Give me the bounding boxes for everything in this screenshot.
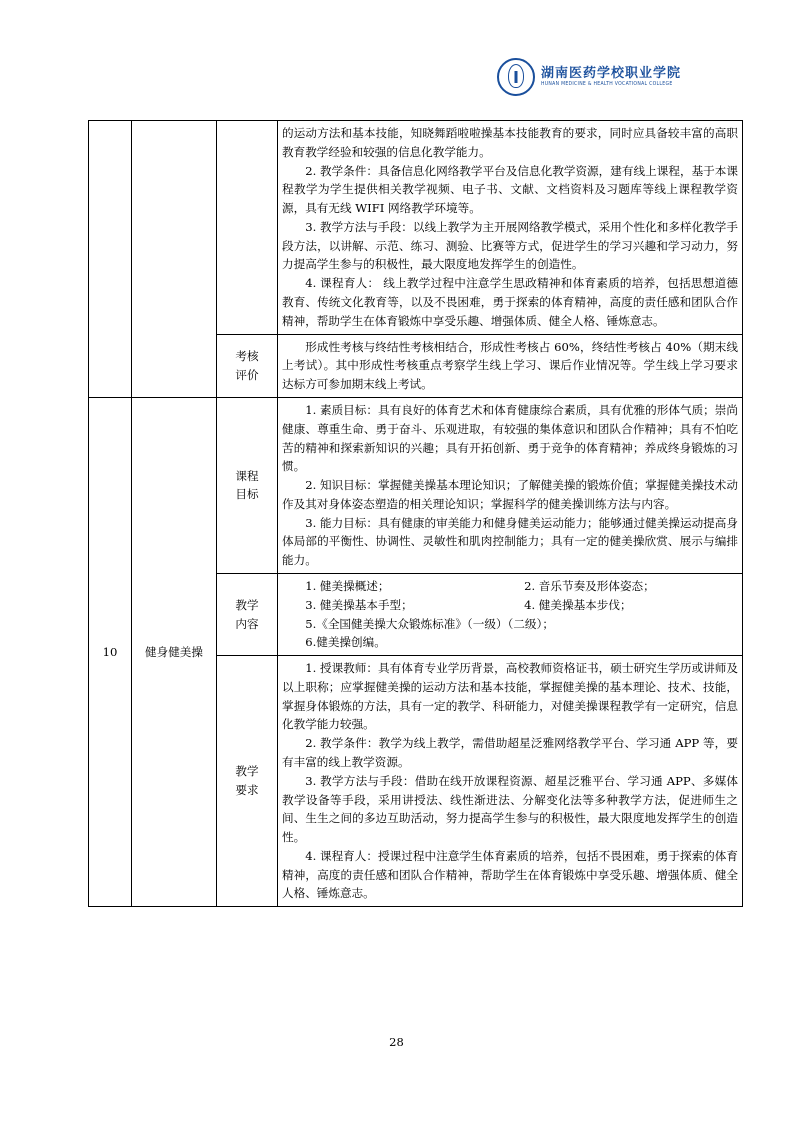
table-row — [89, 121, 743, 335]
paragraph: 2. 知识目标：掌握健美操基本理论知识；了解健美操的锻炼价值；掌握健美操技术动作及其对身体姿态塑造的相关理论知识；掌握科学的健美操训练方法与内容。 — [282, 478, 738, 511]
content-cell — [278, 573, 743, 655]
content-cell — [278, 334, 743, 397]
category-line: 内容 — [235, 616, 259, 631]
college-emblem-icon — [497, 58, 535, 96]
category-line: 评价 — [235, 367, 259, 382]
content-item: 3. 健美操基本手型； — [305, 597, 413, 612]
content-cell — [278, 656, 743, 907]
paragraph: 6.健美操创编。 — [305, 635, 386, 650]
category-line: 教学 — [235, 597, 259, 612]
table-row — [89, 397, 743, 573]
paragraph: 3. 能力目标：具有健康的审美能力和健身健美运动能力；能够通过健美操运动提高身体局部的平衡性、协调性、灵敏性和肌肉控制能力；具有一定的健美操欣赏、展示与编排能力。 — [282, 515, 738, 568]
college-name-en: HUNAN MEDICINE & HEALTH VOCATIONAL COLLEGE — [540, 81, 673, 88]
content-cell — [278, 121, 743, 335]
paragraph: 3. 教学方法与手段：借助在线开放课程资源、超星泛雅平台、学习通 APP、多媒体教学设备等手段，采用讲授法、线性渐进法、分解变化法等多种教学方法，促进师生之间、生生之间的多边互助活动，努力提高学生参与的积极性，最大限度地发挥学生的创造性。 — [282, 773, 738, 845]
paragraph: 4. 课程育人： 线上教学过程中注意学生思政精神和体育素质的培养，包括思想道德教育、传统文化教育等，以及不畏困难，勇于探索的体育精神，高度的责任感和团队合作精神，帮助学生在体育锻炼中享受乐趣、增强体质、健全人格、锤炼意志。 — [282, 276, 738, 328]
college-logo — [0, 58, 793, 96]
category-line: 课程 — [235, 468, 259, 483]
row-number-cell: 10 — [89, 397, 132, 906]
paragraph: 的运动方法和基本技能，知晓舞蹈啦啦操基本技能教育的要求，同时应具备较丰富的高职教育教学经验和较强的信息化教学能力。 — [282, 126, 738, 159]
category-cell — [217, 334, 278, 397]
category-line: 考核 — [235, 348, 259, 363]
paragraph: 2. 教学条件：教学为线上教学，需借助超星泛雅网络教学平台、学习通 APP 等，要有丰富的线上教学资源。 — [282, 736, 738, 769]
category-line: 教学 — [235, 764, 259, 779]
content-line — [282, 577, 738, 596]
paragraph: 4. 课程育人：授课过程中注意学生体育素质的培养，包括不畏困难，勇于探索的体育精神，高度的责任感和团队合作精神，帮助学生在体育锻炼中享受乐趣、增强体质、健全人格、锤炼意志。 — [282, 848, 738, 901]
paragraph: 1. 授课教师：具有体育专业学历背景，高校教师资格证书，硕士研究生学历或讲师及以上职称；应掌握健美操的运动方法和基本技能，掌握健美操的基本理论、技术、技能，掌握身体锻炼的方法，具有一定的教学、科研能力，对健美操课程教学有一定研究，信息化教学能力较强。 — [282, 661, 738, 732]
content-item: 2. 音乐节奏及形体姿态； — [524, 578, 655, 593]
paragraph: 2. 教学条件：具备信息化网络教学平台及信息化教学资源，建有线上课程，基于本课程教学为学生提供相关教学视频、电子书、文献、文档资料及习题库等线上课程教学资源，具有无线 WIFI 网络教学环境等。 — [282, 163, 738, 216]
curriculum-table — [88, 120, 743, 907]
course-name-cell — [132, 121, 217, 398]
paragraph: 5.《全国健美操大众锻炼标准》（一级）（二级）； — [305, 616, 554, 631]
category-cell — [217, 656, 278, 907]
course-name-cell: 健身健美操 — [132, 397, 217, 906]
content-line — [282, 596, 738, 615]
paragraph: 3. 教学方法与手段：以线上教学为主开展网络教学模式，采用个性化和多样化教学手段方法，以讲解、示范、练习、测验、比赛等方式，促进学生的学习兴趣和学习动力，努力提高学生参与的积极性，最大限度地发挥学生的创造性。 — [282, 219, 738, 272]
college-name-cn: 湖南医药学校职业学院 — [540, 65, 681, 81]
row-number-cell — [89, 121, 132, 398]
content-item: 4. 健美操基本步伐； — [524, 597, 632, 612]
category-line: 目标 — [235, 487, 259, 502]
paragraph: 形成性考核与终结性考核相结合，形成性考核占 60%，终结性考核占 40%（期末线上考试）。其中形成性考核重点考察学生线上学习、课后作业情况等。学生线上学习要求达标方可参加期末线上考试。 — [282, 339, 738, 392]
content-item: 1. 健美操概述； — [305, 578, 390, 593]
page-number: 28 — [389, 1035, 404, 1049]
category-cell — [217, 573, 278, 655]
content-cell — [278, 397, 743, 573]
category-cell — [217, 121, 278, 335]
paragraph: 1. 素质目标：具有良好的体育艺术和体育健康综合素质，具有优雅的形体气质；崇尚健康、尊重生命、勇于奋斗、乐观进取，有较强的集体意识和团队合作精神；具有不怕吃苦的精神和探索新知识的兴趣；具有开拓创新、勇于竞争的体育精神；养成终身锻炼的习惯。 — [282, 402, 738, 474]
category-cell — [217, 397, 278, 573]
category-line: 要求 — [235, 783, 259, 798]
